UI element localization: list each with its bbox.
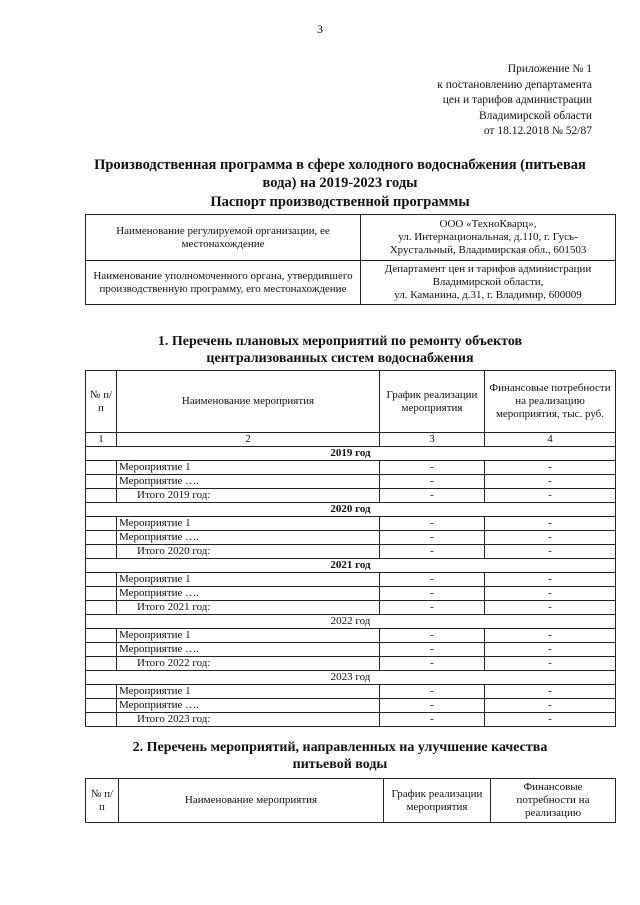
event-row bbox=[86, 517, 616, 531]
finance-value: - bbox=[485, 643, 616, 657]
schedule-value: - bbox=[380, 601, 485, 615]
passport-value bbox=[361, 215, 616, 261]
schedule-value: - bbox=[380, 545, 485, 559]
row-number-cell bbox=[86, 545, 117, 559]
section-heading-line: 1. Перечень плановых мероприятий по ремонту объектов bbox=[157, 334, 523, 349]
page-number: 3 bbox=[317, 22, 323, 36]
year-row bbox=[86, 615, 616, 629]
finance-value: - bbox=[485, 573, 616, 587]
event-name: Мероприятие …. bbox=[117, 643, 380, 657]
finance-value: - bbox=[485, 517, 616, 531]
total-row bbox=[86, 657, 616, 671]
header-name: Наименование мероприятия bbox=[117, 371, 380, 433]
passport-value-line: ул. Интернациональная, д.110, г. Гусь- bbox=[398, 231, 578, 243]
finance-value: - bbox=[485, 461, 616, 475]
row-number-cell bbox=[86, 713, 117, 727]
water-quality-table bbox=[85, 778, 616, 823]
total-row bbox=[86, 713, 616, 727]
schedule-value: - bbox=[380, 699, 485, 713]
document-title bbox=[60, 156, 620, 192]
passport-value-line: ООО «ТехноКварц», bbox=[439, 218, 537, 230]
section-heading-line: 2. Перечень мероприятий, направленных на улучшение качества bbox=[132, 740, 548, 755]
section-heading-line: централизованных систем водоснабжения bbox=[206, 351, 474, 366]
header-num: № п/п bbox=[86, 779, 119, 823]
event-row bbox=[86, 685, 616, 699]
passport-label: Наименование уполномоченного органа, утвердившего производственную программу, его местонахождение bbox=[86, 261, 361, 305]
passport-table bbox=[85, 214, 616, 305]
col-number: 3 bbox=[380, 433, 485, 447]
schedule-value: - bbox=[380, 531, 485, 545]
title-line: вода) на 2019-2023 годы bbox=[262, 175, 418, 191]
year-row bbox=[86, 671, 616, 685]
passport-value-line: Хрустальный, Владимирская обл., 601503 bbox=[389, 244, 587, 256]
row-number-cell bbox=[86, 657, 117, 671]
header-schedule: График реализации мероприятия bbox=[380, 371, 485, 433]
passport-value bbox=[361, 261, 616, 305]
row-number-cell bbox=[86, 531, 117, 545]
passport-label: Наименование регулируемой организации, ее местонахождение bbox=[86, 215, 361, 261]
schedule-value: - bbox=[380, 629, 485, 643]
event-row bbox=[86, 629, 616, 643]
finance-value: - bbox=[485, 685, 616, 699]
total-label: Итого 2020 год: bbox=[117, 545, 380, 559]
year-label: 2022 год bbox=[86, 615, 616, 629]
event-name: Мероприятие …. bbox=[117, 475, 380, 489]
row-number-cell bbox=[86, 573, 117, 587]
row-number-cell bbox=[86, 601, 117, 615]
schedule-value: - bbox=[380, 461, 485, 475]
col-number: 2 bbox=[117, 433, 380, 447]
year-label: 2023 год bbox=[86, 671, 616, 685]
year-label: 2019 год bbox=[86, 447, 616, 461]
schedule-value: - bbox=[380, 657, 485, 671]
year-row bbox=[86, 447, 616, 461]
event-row bbox=[86, 643, 616, 657]
finance-value: - bbox=[485, 629, 616, 643]
row-number-cell bbox=[86, 587, 117, 601]
appendix-line: от 18.12.2018 № 52/87 bbox=[483, 125, 592, 137]
total-row bbox=[86, 601, 616, 615]
finance-value: - bbox=[485, 545, 616, 559]
title-line: Производственная программа в сфере холодного водоснабжения (питьевая bbox=[94, 157, 586, 173]
event-name: Мероприятие 1 bbox=[117, 461, 380, 475]
passport-value-line: ул. Каманина, д.31, г. Владимир, 600009 bbox=[394, 289, 582, 301]
finance-value: - bbox=[485, 587, 616, 601]
col-number: 1 bbox=[86, 433, 117, 447]
event-row bbox=[86, 475, 616, 489]
appendix-line: Владимирской области bbox=[478, 109, 592, 122]
event-name: Мероприятие …. bbox=[117, 587, 380, 601]
total-label: Итого 2019 год: bbox=[117, 489, 380, 503]
event-row bbox=[86, 573, 616, 587]
event-name: Мероприятие 1 bbox=[117, 517, 380, 531]
section-2-heading bbox=[60, 739, 620, 773]
event-name: Мероприятие 1 bbox=[117, 573, 380, 587]
year-row bbox=[86, 559, 616, 573]
event-name: Мероприятие …. bbox=[117, 699, 380, 713]
schedule-value: - bbox=[380, 573, 485, 587]
header-num: № п/п bbox=[86, 371, 117, 433]
section-1-heading bbox=[60, 333, 620, 367]
total-row bbox=[86, 489, 616, 503]
header-finance: Финансовые потребности на реализацию мероприятия, тыс. руб. bbox=[485, 371, 616, 433]
event-name: Мероприятие 1 bbox=[117, 685, 380, 699]
event-name: Мероприятие …. bbox=[117, 531, 380, 545]
appendix-line: к постановлению департамента bbox=[437, 78, 592, 91]
event-row bbox=[86, 587, 616, 601]
event-name: Мероприятие 1 bbox=[117, 629, 380, 643]
schedule-value: - bbox=[380, 517, 485, 531]
finance-value: - bbox=[485, 713, 616, 727]
row-number-cell bbox=[86, 517, 117, 531]
schedule-value: - bbox=[380, 643, 485, 657]
passport-title: Паспорт производственной программы bbox=[210, 194, 470, 210]
total-label: Итого 2022 год: bbox=[117, 657, 380, 671]
finance-value: - bbox=[485, 489, 616, 503]
header-name: Наименование мероприятия bbox=[119, 779, 384, 823]
year-row bbox=[86, 503, 616, 517]
event-row bbox=[86, 461, 616, 475]
year-label: 2020 год bbox=[86, 503, 616, 517]
finance-value: - bbox=[485, 657, 616, 671]
col-number: 4 bbox=[485, 433, 616, 447]
header-finance: Финансовые потребности на реализацию bbox=[491, 779, 616, 823]
finance-value: - bbox=[485, 531, 616, 545]
schedule-value: - bbox=[380, 713, 485, 727]
appendix-line: цен и тарифов администрации bbox=[442, 94, 592, 106]
schedule-value: - bbox=[380, 489, 485, 503]
row-number-cell bbox=[86, 489, 117, 503]
appendix-line: Приложение № 1 bbox=[507, 63, 592, 75]
section-heading-line: питьевой воды bbox=[292, 757, 388, 772]
schedule-value: - bbox=[380, 587, 485, 601]
passport-value-line: Владимирской области, bbox=[432, 276, 544, 288]
total-label: Итого 2021 год: bbox=[117, 601, 380, 615]
schedule-value: - bbox=[380, 685, 485, 699]
total-row bbox=[86, 545, 616, 559]
repair-events-table bbox=[85, 370, 616, 727]
header-schedule: График реализации мероприятия bbox=[384, 779, 491, 823]
finance-value: - bbox=[485, 475, 616, 489]
appendix-block bbox=[332, 62, 592, 140]
finance-value: - bbox=[485, 601, 616, 615]
schedule-value: - bbox=[380, 475, 485, 489]
row-number-cell bbox=[86, 461, 117, 475]
total-label: Итого 2023 год: bbox=[117, 713, 380, 727]
row-number-cell bbox=[86, 629, 117, 643]
row-number-cell bbox=[86, 699, 117, 713]
row-number-cell bbox=[86, 475, 117, 489]
event-row bbox=[86, 699, 616, 713]
row-number-cell bbox=[86, 643, 117, 657]
year-label: 2021 год bbox=[86, 559, 616, 573]
event-row bbox=[86, 531, 616, 545]
passport-value-line: Департамент цен и тарифов администрации bbox=[384, 263, 592, 275]
row-number-cell bbox=[86, 685, 117, 699]
finance-value: - bbox=[485, 699, 616, 713]
